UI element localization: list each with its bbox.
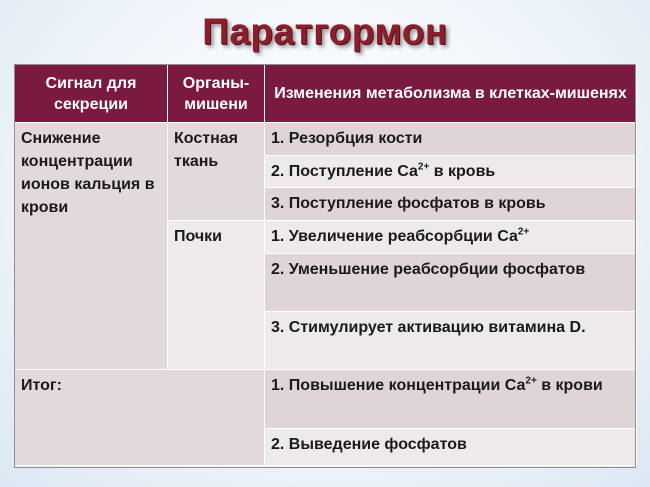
result-label: Итог:	[15, 370, 265, 466]
header-signal: Сигнал для секреции	[15, 65, 168, 123]
bone-change-3: 3. Поступление фосфатов в кровь	[265, 188, 637, 221]
table-row	[15, 370, 637, 429]
kidney-change-1: 1. Увеличение реабсорбции $Са^{2+}$	[265, 221, 637, 254]
header-organs: Органы-мишени	[168, 65, 265, 123]
table-row	[15, 123, 637, 156]
slide-title: Паратгормон	[202, 11, 448, 52]
bone-change-2: 2. Поступление $Са^{2+}$ в кровь	[265, 156, 637, 188]
result-change-2: 2. Выведение фосфатов	[265, 429, 637, 466]
bone-change-1: 1. Резорбция кости	[265, 123, 637, 156]
metabolism-table	[14, 64, 637, 466]
result-change-1: 1. Повышение концентрации $Са^{2+}$ в крови	[265, 370, 637, 429]
table-header-row	[15, 65, 637, 123]
organ-bone: Костная ткань	[168, 123, 265, 221]
organ-kidney: Почки	[168, 221, 265, 370]
kidney-change-2: 2. Уменьшение реабсорбции фосфатов	[265, 254, 637, 312]
kidney-change-3: 3. Стимулирует активацию витамина D.	[265, 312, 637, 370]
header-changes: Изменения метаболизма в клетках-мишенях	[265, 65, 637, 123]
signal-cell: Снижение концентрации ионов кальция в крови	[15, 123, 168, 370]
